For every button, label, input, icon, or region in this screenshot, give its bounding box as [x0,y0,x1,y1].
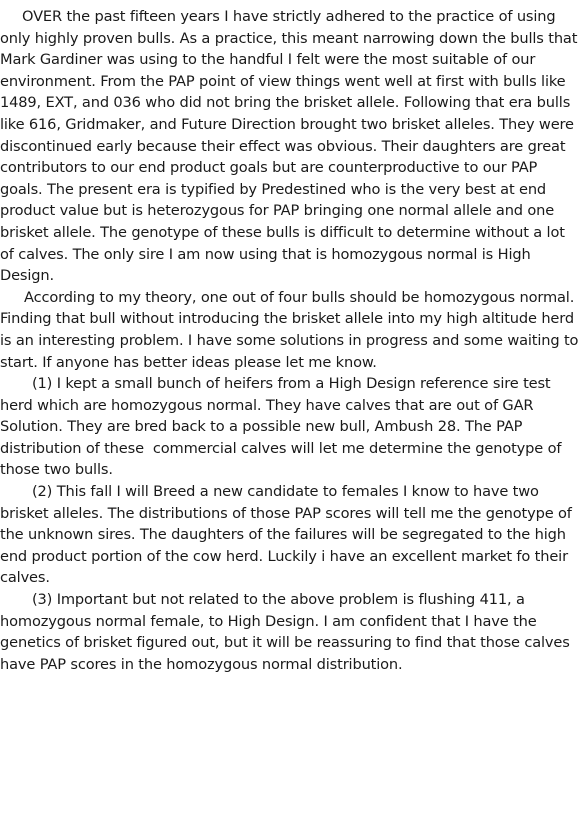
paragraph-solution-3: (3) Important but not related to the above problem is flushing 411, a homozygous normal female, to High Design. I am confident that I have the genetics of brisket figured out, but it will be reassuring to find that those calves have PAP scores in the homozygous normal distribution. [0,591,575,673]
paragraph-intro: OVER the past fifteen years I have strictly adhered to the practice of using only highly proven bulls. As a practice, this meant narrowing down the bulls that Mark Gardiner was using to the handful I felt were the most suitable of our environment. From the PAP point of view things went well at first with bulls like 1489, EXT, and 036 who did not bring the brisket allele. Following that era bulls like 616, Gridmaker, and Future Direction brought two brisket alleles. They were discontinued early because their effect was obvious. Their daughters are great contributors to our end product goals but are counterproductive to our PAP goals. The present era is typified by Predestined who is the very best at end product value but is heterozygous for PAP bringing one normal allele and one brisket allele. The genotype of these bulls is difficult to determine without a lot of calves. The only sire I am now using that is homozygous normal is High Design. [0,8,582,285]
document-page [0,6,583,839]
paragraph-solution-1: (1) I kept a small bunch of heifers from a High Design reference sire test herd which are homozygous normal. They have calves that are out of GAR Solution. They are bred back to a possible new bull, Ambush 28. The PAP distribution of these commercial calves will let me determine the genotype of those two bulls. [0,375,566,479]
paragraph-theory: According to my theory, one out of four bulls should be homozygous normal. Finding that bull without introducing the brisket allele into my high altitude herd is an interesting problem. I have some solutions in progress and some waiting to start. If anyone has better ideas please let me know. [0,288,583,371]
paragraph-solution-2: (2) This fall I will Breed a new candidate to females I know to have two brisket alleles. The distributions of those PAP scores will tell me the genotype of the unknown sires. The daughters of the failures will be segregated to the high end product portion of the cow herd. Luckily i have an excellent market fo their calves. [0,483,577,587]
